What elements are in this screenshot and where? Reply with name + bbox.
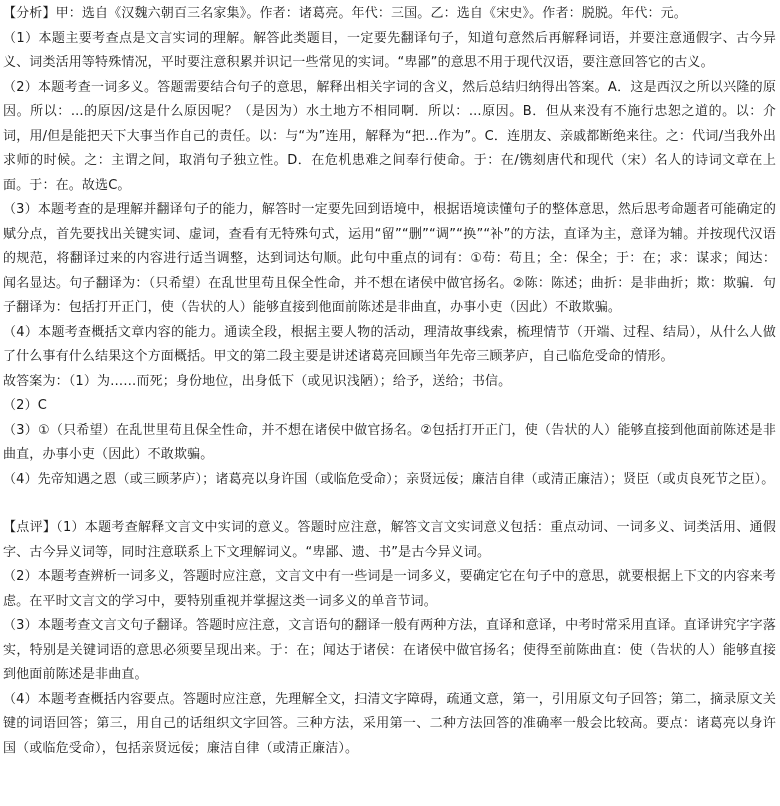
analysis-section	[3, 2, 776, 492]
comment-q1-paragraph: 【点评】（1）本题考查解释文言文中实词的意义。答题时应注意，解答文言文实词意义包括：重点动词、一词多义、词类活用、通假字、古今异义词等，同时注意联系上下文理解词义。“卑鄙、遗、书”是古今异义词。	[3, 520, 776, 560]
answer-q2-paragraph: （2）C	[3, 398, 47, 413]
answer-q4-paragraph: （4）先帝知遇之恩（或三顾茅庐）；诸葛亮以身许国（或临危受命）；亲贤远佞；廉洁自律（或清正廉洁）；贤臣（或贞良死节之臣）。	[3, 471, 775, 487]
analysis-source-paragraph: 【分析】甲：选自《汉魏六朝百三名家集》。作者：诸葛亮。年代：三国。乙：选自《宋史》。作者：脱脱。年代：元。	[3, 6, 687, 21]
analysis-q2-paragraph: （2）本题考查一词多义。答题需要结合句子的意思，解释出相关字词的含义，然后总结归纳得出答案。A．这是西汉之所以兴隆的原因。所以：...的原因/这是什么原因呢？（是因为）水土地方不相同啊．所以：...原因。B．但从来没有不施行忠恕之道的。以：介词，用/但是能把天下大事当作自己的责任。以：与“为”连用，解释为“把...作为”。C．连朋友、亲戚都断绝来往。之：代词/当我外出求师的时候。之：主谓之间，取消句子独立性。D．在危机患难之间奉行使命。于：在/镌刻唐代和现代（宋）名人的诗词文章在上面。于：在。故选C。	[3, 79, 776, 193]
comment-q3-paragraph: （3）本题考查文言文句子翻译。答题时应注意，文言语句的翻译一般有两种方法，直译和意译，中考时常采用直译。直译讲究字字落实，特别是关键词语的意思必须要呈现出来。于：在；闻达于诸侯：在诸侯中做官扬名；使得至前陈曲直：使（告状的人）能够直接到他面前陈述是非曲直。	[3, 618, 776, 682]
comment-q4-paragraph: （4）本题考查概括内容要点。答题时应注意，先理解全文，扫清文字障碍，疏通文意，第一，引用原文句子回答；第二，摘录原文关键的词语回答；第三，用自己的话组织文字回答。三种方法，采用第一、二种方法回答的准确率一般会比较高。要点：诸葛亮以身许国（或临危受命），包括亲贤远佞；廉洁自律（或清正廉洁）。	[3, 691, 776, 756]
analysis-q3-paragraph: （3）本题考查的是理解并翻译句子的能力，解答时一定要先回到语境中，根据语境读懂句子的整体意思，然后思考命题者可能确定的赋分点，首先要找出关键实词、虚词，查看有无特殊句式，运用“留”“删”“调”“换”“补”的方法，直译为主，意译为辅。并按现代汉语的规范，将翻译过来的内容进行适当调整，达到词达句顺。此句中重点的词有：①苟：苟且；全：保全；于：在；求：谋求；闻达：闻名显达。句子翻译为：（只希望）在乱世里苟且保全性命，并不想在诸侯中做官扬名。②陈：陈述；曲折：是非曲折；欺：欺骗．句子翻译为：包括打开正门，使（告状的人）能够直接到他面前陈述是非曲直，办事小吏（因此）不敢欺骗。	[3, 202, 776, 315]
answer-q1-paragraph: 故答案为：（1）为……而死；身份地位，出身低下（或见识浅陋）；给予，送给；书信。	[3, 373, 512, 389]
analysis-q4-paragraph: （4）本题考查概括文章内容的能力。通读全段，根据主要人物的活动，理清故事线索，梳理情节（开端、过程、结局），从什么人做了什么事有什么结果这个方面概括。甲文的第二段主要是讲述诸葛亮回顾当年先帝三顾茅庐，自己临危受命的情形。	[3, 324, 776, 364]
answer-q3-paragraph: （3）①（只希望）在乱世里苟且保全性命，并不想在诸侯中做官扬名。②包括打开正门，使（告状的人）能够直接到他面前陈述是非曲直，办事小吏（因此）不敢欺骗。	[3, 422, 776, 462]
section-gap	[3, 492, 776, 516]
comment-section	[3, 516, 776, 761]
comment-q2-paragraph: （2）本题考查辨析一词多义，答题时应注意，文言文中有一些词是一词多义，要确定它在句子中的意思，就要根据上下文的内容来考虑。在平时文言文的学习中，要特别重视并掌握这类一词多义的单音节词。	[3, 569, 776, 609]
analysis-q1-paragraph: （1）本题主要考查点是文言实词的理解。解答此类题目，一定要先翻译句子，知道句意然后再解释词语，并要注意通假字、古今异义、词类活用等特殊情况，平时要注意积累并识记一些常见的实词。“卑鄙”的意思不用于现代汉语，要注意回答它的古义。	[3, 30, 776, 70]
